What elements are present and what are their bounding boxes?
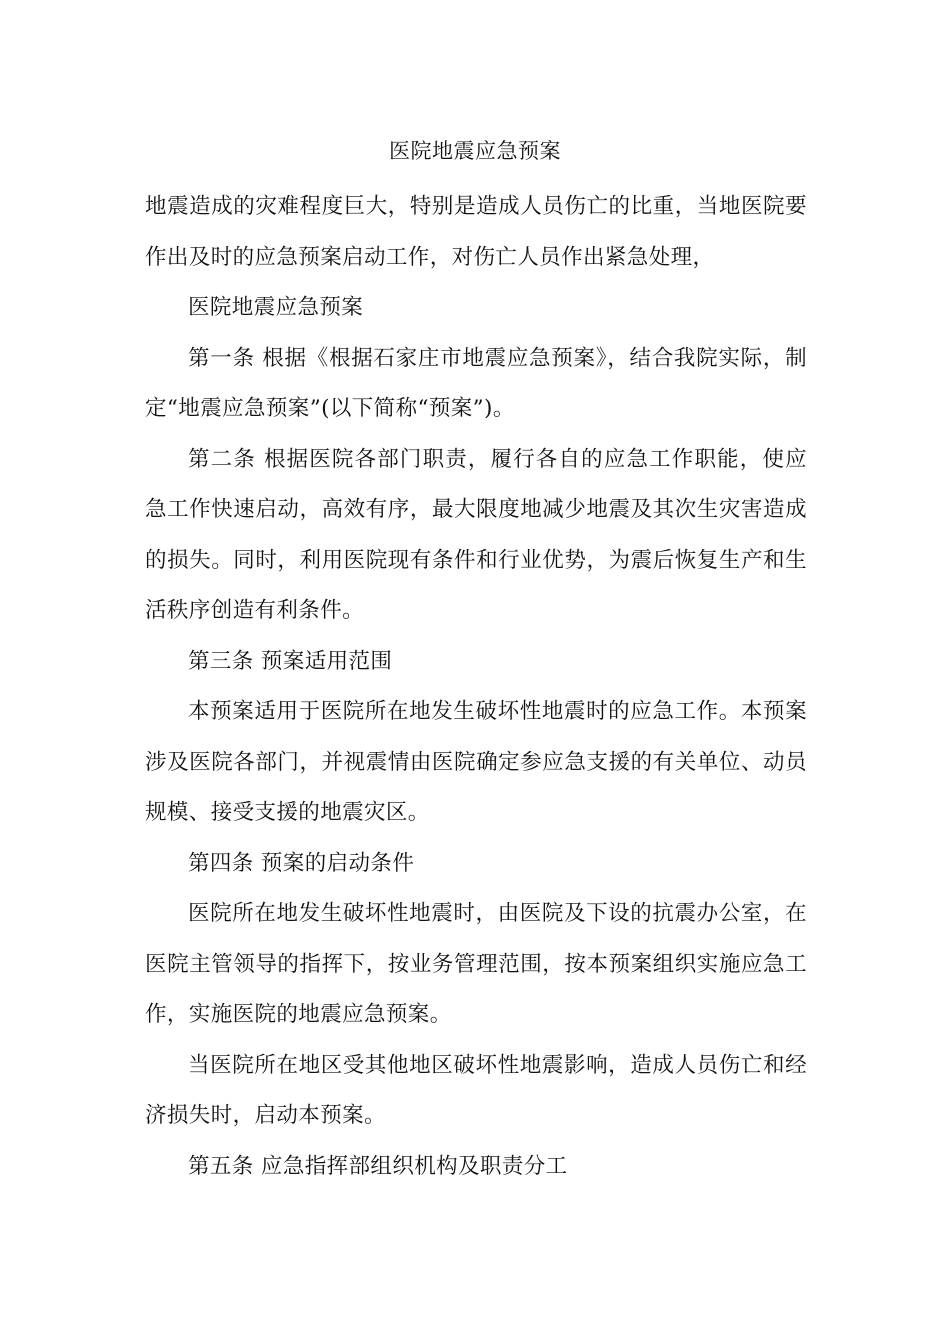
section-heading: 医院地震应急预案: [188, 295, 364, 320]
article-4-paragraph-2: 当医院所在地区受其他地区破坏性地震影响，造成人员伤亡和经济损失时，启动本预案。: [145, 1052, 807, 1128]
article-4-paragraph: 医院所在地发生破坏性地震时，由医院及下设的抗震办公室，在医院主管领导的指挥下，按业务管理范围，按本预案组织实施应急工作，实施医院的地震应急预案。: [145, 901, 807, 1027]
intro-paragraph: 地震造成的灾难程度巨大，特别是造成人员伤亡的比重，当地医院要作出及时的应急预案启动工作，对伤亡人员作出紧急处理，: [145, 194, 807, 270]
document-title: 医院地震应急预案: [389, 139, 561, 163]
article-1-paragraph: 第一条 根据《根据石家庄市地震应急预案》，结合我院实际，制定“地震应急预案”(以下简称“预案”)。: [145, 345, 807, 421]
article-3-paragraph: 本预案适用于医院所在地发生破坏性地震时的应急工作。本预案涉及医院各部门，并视震情由医院确定参应急支援的有关单位、动员规模、接受支援的地震灾区。: [145, 699, 807, 825]
article-3-heading: 第三条 预案适用范围: [188, 648, 393, 674]
article-5-heading: 第五条 应急指挥部组织机构及职责分工: [188, 1153, 568, 1179]
document-body: [145, 182, 807, 1192]
article-2-paragraph: 第二条 根据医院各部门职责，履行各自的应急工作职能，使应急工作快速启动，高效有序，最大限度地减少地震及其次生灾害造成的损失。同时，利用医院现有条件和行业优势，为震后恢复生产和生活秩序创造有利条件。: [145, 446, 807, 623]
article-4-heading: 第四条 预案的启动条件: [188, 850, 415, 876]
